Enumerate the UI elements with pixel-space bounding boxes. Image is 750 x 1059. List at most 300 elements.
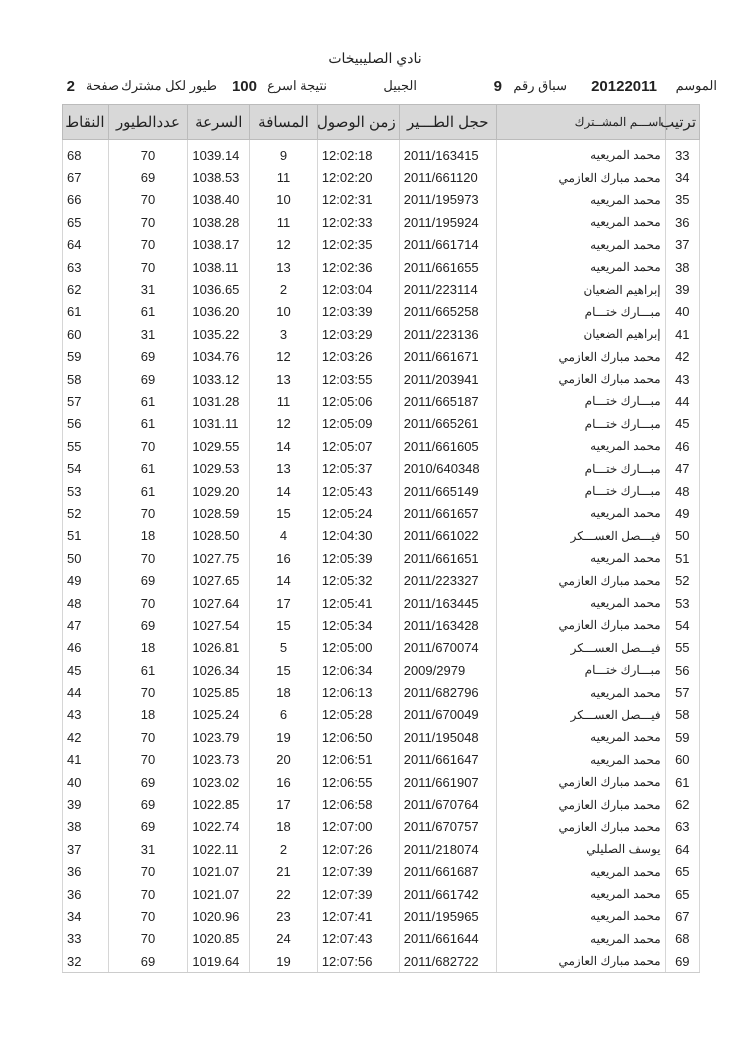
- speed-cell: 1036.65: [188, 278, 250, 300]
- time-cell: 12:05:39: [317, 547, 399, 569]
- points-cell: 46: [63, 637, 109, 659]
- club-title: نادي الصليبيخات: [328, 50, 422, 66]
- distance-cell: 9: [250, 140, 318, 167]
- time-cell: 12:06:51: [317, 749, 399, 771]
- name-cell: محمد المريعيه: [496, 211, 665, 233]
- table-row: [63, 905, 700, 927]
- distance-cell: 21: [250, 861, 318, 883]
- distance-cell: 19: [250, 726, 318, 748]
- col-time: زمن الوصول: [317, 105, 399, 140]
- name-cell: محمد المريعيه: [496, 502, 665, 524]
- name-cell: محمد مبارك العازمي: [496, 368, 665, 390]
- birds-cell: 18: [108, 525, 188, 547]
- points-cell: 68: [63, 140, 109, 167]
- distance-cell: 15: [250, 502, 318, 524]
- distance-cell: 4: [250, 525, 318, 547]
- distance-cell: 10: [250, 301, 318, 323]
- rank-cell: 42: [665, 346, 699, 368]
- speed-cell: 1035.22: [188, 323, 250, 345]
- speed-cell: 1021.07: [188, 883, 250, 905]
- birds-cell: 18: [108, 704, 188, 726]
- time-cell: 12:02:18: [317, 140, 399, 167]
- table-row: [63, 525, 700, 547]
- birds-cell: 69: [108, 771, 188, 793]
- ring-cell: 2011/195965: [399, 905, 496, 927]
- table-row: [63, 928, 700, 950]
- ring-cell: 2011/665258: [399, 301, 496, 323]
- birds-cell: 70: [108, 861, 188, 883]
- speed-cell: 1023.02: [188, 771, 250, 793]
- ring-cell: 2011/223327: [399, 569, 496, 591]
- table-row: [63, 166, 700, 188]
- ring-cell: 2011/195973: [399, 189, 496, 211]
- name-cell: مبـــارك ختـــام: [496, 390, 665, 412]
- points-cell: 44: [63, 681, 109, 703]
- birds-cell: 70: [108, 189, 188, 211]
- table-row: [63, 547, 700, 569]
- speed-cell: 1021.07: [188, 861, 250, 883]
- speed-cell: 1038.28: [188, 211, 250, 233]
- time-cell: 12:05:28: [317, 704, 399, 726]
- speed-cell: 1027.64: [188, 592, 250, 614]
- ring-cell: 2011/223114: [399, 278, 496, 300]
- time-cell: 12:03:04: [317, 278, 399, 300]
- time-cell: 12:05:06: [317, 390, 399, 412]
- birds-cell: 69: [108, 614, 188, 636]
- table-row: [63, 816, 700, 838]
- season-label: الموسم: [675, 78, 717, 93]
- time-cell: 12:05:43: [317, 480, 399, 502]
- rank-cell: 48: [665, 480, 699, 502]
- rank-cell: 62: [665, 793, 699, 815]
- points-cell: 36: [63, 861, 109, 883]
- speed-cell: 1028.59: [188, 502, 250, 524]
- points-cell: 61: [63, 301, 109, 323]
- race-number: 9: [493, 78, 502, 95]
- ring-cell: 2011/163415: [399, 140, 496, 167]
- time-cell: 12:05:09: [317, 413, 399, 435]
- time-cell: 12:07:26: [317, 838, 399, 860]
- ring-cell: 2011/203941: [399, 368, 496, 390]
- table-row: [63, 659, 700, 681]
- rank-cell: 69: [665, 950, 699, 973]
- rank-cell: 50: [665, 525, 699, 547]
- rank-cell: 68: [665, 928, 699, 950]
- table-row: [63, 435, 700, 457]
- table-row: [63, 569, 700, 591]
- name-cell: محمد المريعيه: [496, 861, 665, 883]
- speed-cell: 1029.55: [188, 435, 250, 457]
- points-cell: 51: [63, 525, 109, 547]
- rank-cell: 53: [665, 592, 699, 614]
- rank-cell: 40: [665, 301, 699, 323]
- distance-cell: 24: [250, 928, 318, 950]
- speed-cell: 1027.75: [188, 547, 250, 569]
- points-cell: 41: [63, 749, 109, 771]
- name-cell: محمد المريعيه: [496, 681, 665, 703]
- table-row: [63, 749, 700, 771]
- ring-cell: 2011/218074: [399, 838, 496, 860]
- name-cell: محمد المريعيه: [496, 140, 665, 167]
- season-value: 20122011: [591, 78, 657, 95]
- name-cell: محمد مبارك العازمي: [496, 166, 665, 188]
- ring-cell: 2011/163428: [399, 614, 496, 636]
- distance-cell: 11: [250, 211, 318, 233]
- speed-cell: 1023.79: [188, 726, 250, 748]
- rank-cell: 35: [665, 189, 699, 211]
- distance-cell: 17: [250, 793, 318, 815]
- time-cell: 12:02:31: [317, 189, 399, 211]
- rank-cell: 33: [665, 140, 699, 167]
- distance-cell: 2: [250, 838, 318, 860]
- speed-cell: 1020.96: [188, 905, 250, 927]
- points-cell: 45: [63, 659, 109, 681]
- page-number: 2: [66, 78, 75, 95]
- distance-cell: 12: [250, 413, 318, 435]
- birds-cell: 70: [108, 234, 188, 256]
- name-cell: مبـــارك ختـــام: [496, 480, 665, 502]
- birds-cell: 70: [108, 726, 188, 748]
- name-cell: محمد مبارك العازمي: [496, 771, 665, 793]
- distance-cell: 14: [250, 435, 318, 457]
- rank-cell: 58: [665, 704, 699, 726]
- rank-cell: 55: [665, 637, 699, 659]
- points-cell: 34: [63, 905, 109, 927]
- rank-cell: 65: [665, 883, 699, 905]
- distance-cell: 13: [250, 256, 318, 278]
- birds-cell: 70: [108, 256, 188, 278]
- points-cell: 37: [63, 838, 109, 860]
- name-cell: مبـــارك ختـــام: [496, 659, 665, 681]
- ring-cell: 2011/665149: [399, 480, 496, 502]
- birds-cell: 61: [108, 457, 188, 479]
- points-cell: 65: [63, 211, 109, 233]
- table-row: [63, 189, 700, 211]
- rank-cell: 47: [665, 457, 699, 479]
- page-label: صفحة: [86, 78, 119, 93]
- name-cell: محمد المريعيه: [496, 726, 665, 748]
- rank-cell: 45: [665, 413, 699, 435]
- ring-cell: 2011/670764: [399, 793, 496, 815]
- time-cell: 12:07:00: [317, 816, 399, 838]
- ring-cell: 2011/661655: [399, 256, 496, 278]
- col-distance: المسافة: [250, 105, 318, 140]
- table-row: [63, 704, 700, 726]
- rank-cell: 67: [665, 905, 699, 927]
- distance-cell: 5: [250, 637, 318, 659]
- birds-cell: 69: [108, 816, 188, 838]
- table-row: [63, 234, 700, 256]
- rank-cell: 49: [665, 502, 699, 524]
- table-row: [63, 140, 700, 167]
- birds-cell: 70: [108, 592, 188, 614]
- points-cell: 38: [63, 816, 109, 838]
- time-cell: 12:06:34: [317, 659, 399, 681]
- name-cell: محمد مبارك العازمي: [496, 816, 665, 838]
- distance-cell: 14: [250, 480, 318, 502]
- speed-cell: 1025.24: [188, 704, 250, 726]
- ring-cell: 2011/163445: [399, 592, 496, 614]
- name-cell: محمد مبارك العازمي: [496, 569, 665, 591]
- col-name: اســـم المشــترك: [496, 105, 665, 140]
- speed-cell: 1028.50: [188, 525, 250, 547]
- distance-cell: 11: [250, 166, 318, 188]
- rank-cell: 60: [665, 749, 699, 771]
- birds-cell: 70: [108, 883, 188, 905]
- speed-cell: 1038.11: [188, 256, 250, 278]
- time-cell: 12:02:35: [317, 234, 399, 256]
- birds-cell: 70: [108, 905, 188, 927]
- speed-cell: 1025.85: [188, 681, 250, 703]
- time-cell: 12:05:34: [317, 614, 399, 636]
- per-participant-label: طيور لكل مشترك: [121, 78, 217, 93]
- ring-cell: 2011/661605: [399, 435, 496, 457]
- points-cell: 56: [63, 413, 109, 435]
- time-cell: 12:05:37: [317, 457, 399, 479]
- birds-cell: 31: [108, 838, 188, 860]
- speed-cell: 1038.53: [188, 166, 250, 188]
- rank-cell: 56: [665, 659, 699, 681]
- points-cell: 52: [63, 502, 109, 524]
- birds-cell: 70: [108, 435, 188, 457]
- name-cell: مبـــارك ختـــام: [496, 457, 665, 479]
- table-row: [63, 301, 700, 323]
- points-cell: 32: [63, 950, 109, 973]
- speed-cell: 1038.17: [188, 234, 250, 256]
- distance-cell: 14: [250, 569, 318, 591]
- rank-cell: 59: [665, 726, 699, 748]
- name-cell: مبـــارك ختـــام: [496, 413, 665, 435]
- distance-cell: 15: [250, 659, 318, 681]
- rank-cell: 57: [665, 681, 699, 703]
- birds-cell: 61: [108, 659, 188, 681]
- birds-cell: 61: [108, 390, 188, 412]
- ring-cell: 2010/640348: [399, 457, 496, 479]
- result-label: نتيجة اسرع: [267, 78, 327, 93]
- speed-cell: 1034.76: [188, 346, 250, 368]
- distance-cell: 15: [250, 614, 318, 636]
- speed-cell: 1020.85: [188, 928, 250, 950]
- distance-cell: 12: [250, 346, 318, 368]
- table-row: [63, 480, 700, 502]
- table-row: [63, 681, 700, 703]
- distance-cell: 16: [250, 547, 318, 569]
- distance-cell: 18: [250, 816, 318, 838]
- ring-cell: 2011/195924: [399, 211, 496, 233]
- name-cell: محمد المريعيه: [496, 928, 665, 950]
- ring-cell: 2011/665261: [399, 413, 496, 435]
- distance-cell: 19: [250, 950, 318, 973]
- rank-cell: 41: [665, 323, 699, 345]
- name-cell: محمد المريعيه: [496, 883, 665, 905]
- points-cell: 63: [63, 256, 109, 278]
- time-cell: 12:03:39: [317, 301, 399, 323]
- name-cell: فيـــصل العســـكر: [496, 637, 665, 659]
- birds-cell: 61: [108, 480, 188, 502]
- name-cell: محمد المريعيه: [496, 189, 665, 211]
- time-cell: 12:07:56: [317, 950, 399, 973]
- points-cell: 59: [63, 346, 109, 368]
- distance-cell: 2: [250, 278, 318, 300]
- points-cell: 67: [63, 166, 109, 188]
- points-cell: 57: [63, 390, 109, 412]
- points-cell: 50: [63, 547, 109, 569]
- points-cell: 49: [63, 569, 109, 591]
- points-cell: 48: [63, 592, 109, 614]
- distance-cell: 13: [250, 368, 318, 390]
- time-cell: 12:04:30: [317, 525, 399, 547]
- birds-cell: 70: [108, 140, 188, 167]
- name-cell: محمد المريعيه: [496, 435, 665, 457]
- name-cell: محمد مبارك العازمي: [496, 346, 665, 368]
- time-cell: 12:07:41: [317, 905, 399, 927]
- name-cell: فيـــصل العســـكر: [496, 704, 665, 726]
- birds-cell: 69: [108, 950, 188, 973]
- birds-cell: 61: [108, 301, 188, 323]
- speed-cell: 1031.28: [188, 390, 250, 412]
- name-cell: محمد المريعيه: [496, 749, 665, 771]
- ring-cell: 2011/682722: [399, 950, 496, 973]
- time-cell: 12:06:50: [317, 726, 399, 748]
- col-birds: عددالطيور: [108, 105, 188, 140]
- points-cell: 54: [63, 457, 109, 479]
- table-row: [63, 637, 700, 659]
- birds-cell: 31: [108, 278, 188, 300]
- time-cell: 12:06:55: [317, 771, 399, 793]
- ring-cell: 2011/661120: [399, 166, 496, 188]
- time-cell: 12:02:36: [317, 256, 399, 278]
- distance-cell: 10: [250, 189, 318, 211]
- table-row: [63, 502, 700, 524]
- distance-cell: 18: [250, 681, 318, 703]
- table-row: [63, 771, 700, 793]
- ring-cell: 2011/661687: [399, 861, 496, 883]
- speed-cell: 1019.64: [188, 950, 250, 973]
- points-cell: 33: [63, 928, 109, 950]
- rank-cell: 36: [665, 211, 699, 233]
- time-cell: 12:05:32: [317, 569, 399, 591]
- speed-cell: 1026.34: [188, 659, 250, 681]
- rank-cell: 34: [665, 166, 699, 188]
- speed-cell: 1022.11: [188, 838, 250, 860]
- race-info-line: [62, 78, 717, 98]
- rank-cell: 44: [665, 390, 699, 412]
- table-row: [63, 838, 700, 860]
- col-ring: حجل الطـــير: [399, 105, 496, 140]
- name-cell: فيـــصل العســـكر: [496, 525, 665, 547]
- table-row: [63, 346, 700, 368]
- time-cell: 12:05:07: [317, 435, 399, 457]
- name-cell: محمد مبارك العازمي: [496, 793, 665, 815]
- table-row: [63, 861, 700, 883]
- distance-cell: 6: [250, 704, 318, 726]
- time-cell: 12:03:26: [317, 346, 399, 368]
- speed-cell: 1023.73: [188, 749, 250, 771]
- col-rank: ترتيب: [665, 105, 699, 140]
- name-cell: محمد المريعيه: [496, 592, 665, 614]
- table-row: [63, 413, 700, 435]
- distance-cell: 20: [250, 749, 318, 771]
- rank-cell: 38: [665, 256, 699, 278]
- ring-cell: 2009/2979: [399, 659, 496, 681]
- speed-cell: 1026.81: [188, 637, 250, 659]
- table-header-row: [63, 105, 700, 140]
- birds-cell: 69: [108, 166, 188, 188]
- name-cell: محمد مبارك العازمي: [496, 950, 665, 973]
- time-cell: 12:02:33: [317, 211, 399, 233]
- ring-cell: 2011/670074: [399, 637, 496, 659]
- birds-cell: 61: [108, 413, 188, 435]
- table-row: [63, 726, 700, 748]
- rank-cell: 54: [665, 614, 699, 636]
- rank-cell: 64: [665, 838, 699, 860]
- birds-cell: 70: [108, 547, 188, 569]
- table-row: [63, 614, 700, 636]
- ring-cell: 2011/682796: [399, 681, 496, 703]
- birds-cell: 69: [108, 569, 188, 591]
- birds-cell: 18: [108, 637, 188, 659]
- rank-cell: 52: [665, 569, 699, 591]
- ring-cell: 2011/661714: [399, 234, 496, 256]
- points-cell: 43: [63, 704, 109, 726]
- ring-cell: 2011/661742: [399, 883, 496, 905]
- speed-cell: 1031.11: [188, 413, 250, 435]
- points-cell: 64: [63, 234, 109, 256]
- ring-cell: 2011/661907: [399, 771, 496, 793]
- ring-cell: 2011/661644: [399, 928, 496, 950]
- birds-cell: 31: [108, 323, 188, 345]
- speed-cell: 1033.12: [188, 368, 250, 390]
- table-row: [63, 457, 700, 479]
- speed-cell: 1027.54: [188, 614, 250, 636]
- ring-cell: 2011/670049: [399, 704, 496, 726]
- points-cell: 60: [63, 323, 109, 345]
- time-cell: 12:07:39: [317, 861, 399, 883]
- points-cell: 47: [63, 614, 109, 636]
- col-speed: السرعة: [188, 105, 250, 140]
- rank-cell: 65: [665, 861, 699, 883]
- speed-cell: 1029.53: [188, 457, 250, 479]
- rank-cell: 39: [665, 278, 699, 300]
- rank-cell: 46: [665, 435, 699, 457]
- time-cell: 12:03:55: [317, 368, 399, 390]
- birds-cell: 69: [108, 346, 188, 368]
- table-row: [63, 211, 700, 233]
- race-location: الجبيل: [383, 78, 417, 93]
- distance-cell: 3: [250, 323, 318, 345]
- name-cell: محمد مبارك العازمي: [496, 614, 665, 636]
- birds-cell: 70: [108, 681, 188, 703]
- points-cell: 58: [63, 368, 109, 390]
- table-row: [63, 883, 700, 905]
- speed-cell: 1039.14: [188, 140, 250, 167]
- birds-cell: 69: [108, 793, 188, 815]
- time-cell: 12:03:29: [317, 323, 399, 345]
- name-cell: محمد المريعيه: [496, 905, 665, 927]
- results-table: [62, 104, 700, 973]
- speed-cell: 1027.65: [188, 569, 250, 591]
- rank-cell: 43: [665, 368, 699, 390]
- points-cell: 53: [63, 480, 109, 502]
- table-row: [63, 256, 700, 278]
- ring-cell: 2011/661647: [399, 749, 496, 771]
- race-label: سباق رقم: [513, 78, 567, 93]
- points-cell: 66: [63, 189, 109, 211]
- speed-cell: 1036.20: [188, 301, 250, 323]
- name-cell: إبراهيم الضعيان: [496, 323, 665, 345]
- ring-cell: 2011/661022: [399, 525, 496, 547]
- rank-cell: 37: [665, 234, 699, 256]
